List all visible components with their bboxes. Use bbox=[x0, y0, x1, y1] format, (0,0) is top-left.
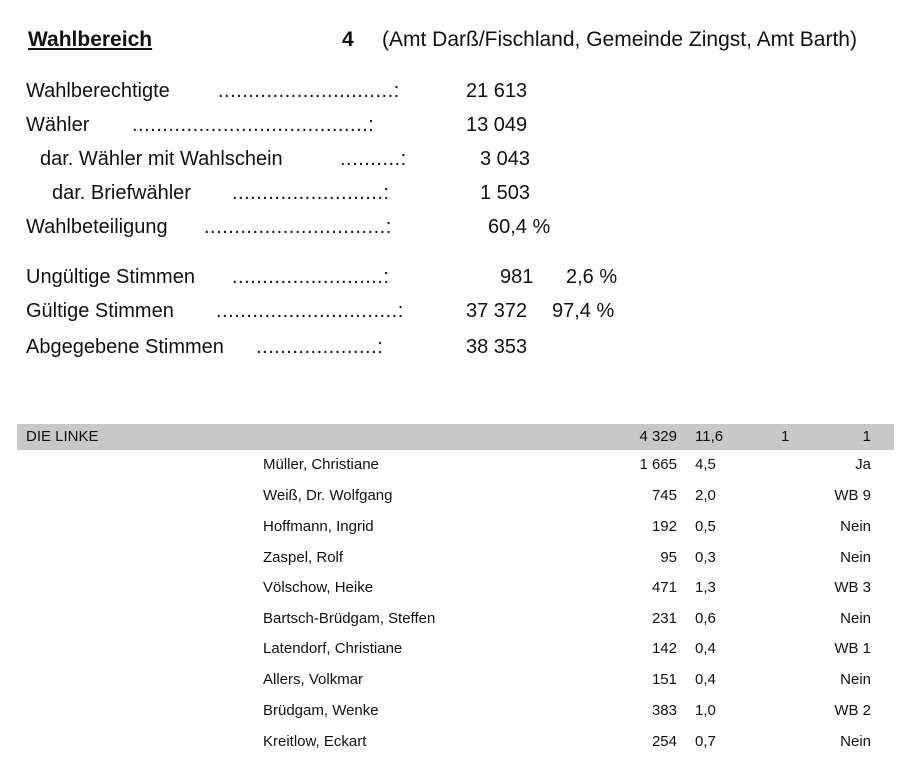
table-row bbox=[0, 456, 913, 486]
wahlbereich-number: 4 bbox=[342, 28, 354, 51]
table-row bbox=[0, 487, 913, 517]
candidate-votes: 231 bbox=[651, 610, 677, 627]
candidate-votes: 745 bbox=[651, 487, 677, 504]
candidate-pct: 0,5 bbox=[695, 518, 716, 535]
candidate-result: Nein bbox=[840, 549, 871, 566]
candidate-name: Brüdgam, Wenke bbox=[263, 702, 379, 719]
table-row bbox=[0, 518, 913, 548]
table-row bbox=[0, 733, 913, 763]
candidate-result: Nein bbox=[840, 671, 871, 688]
candidate-pct: 4,5 bbox=[695, 456, 716, 473]
candidate-pct: 0,4 bbox=[695, 640, 716, 657]
stat-label-ungueltig: Ungültige Stimmen bbox=[26, 266, 195, 288]
table-row bbox=[0, 702, 913, 732]
table-row bbox=[0, 549, 913, 579]
table-row bbox=[0, 610, 913, 640]
wahlbereich-description: (Amt Darß/Fischland, Gemeinde Zingst, Amt Barth) bbox=[382, 28, 857, 51]
candidate-votes: 95 bbox=[660, 549, 677, 566]
party-pct: 11,6 bbox=[695, 428, 724, 445]
stat-value-abgegeben: 38 353 bbox=[466, 336, 528, 358]
candidate-votes: 254 bbox=[651, 733, 677, 750]
stat-pct-gueltig: 97,4 % bbox=[552, 300, 615, 322]
candidate-name: Müller, Christiane bbox=[263, 456, 379, 473]
stat-label-waehler: Wähler bbox=[26, 114, 90, 136]
candidate-result: WB 3 bbox=[834, 579, 871, 596]
stat-label-briefwaehler: dar. Briefwähler bbox=[52, 182, 191, 204]
candidate-name: Völschow, Heike bbox=[263, 579, 374, 596]
candidate-result: WB 1 bbox=[834, 640, 871, 657]
candidate-pct: 2,0 bbox=[695, 487, 716, 504]
candidate-pct: 0,7 bbox=[695, 733, 716, 750]
candidate-votes: 192 bbox=[651, 518, 677, 535]
stat-label-wahlbeteiligung: Wahlbeteiligung bbox=[26, 216, 168, 238]
stat-dots: .............................: bbox=[218, 80, 400, 102]
candidate-pct: 1,0 bbox=[695, 702, 716, 719]
party-col4: 1 bbox=[862, 428, 871, 445]
candidate-result: Nein bbox=[840, 518, 871, 535]
candidate-result: WB 9 bbox=[834, 487, 871, 504]
candidate-name: Kreitlow, Eckart bbox=[263, 733, 367, 750]
stat-label-abgegeben: Abgegebene Stimmen bbox=[26, 336, 224, 358]
stat-value-briefwaehler: 1 503 bbox=[480, 182, 531, 204]
stat-value-gueltig: 37 372 bbox=[466, 300, 528, 322]
table-row bbox=[0, 579, 913, 609]
wahlbereich-label: Wahlbereich bbox=[28, 28, 153, 51]
candidate-result: Nein bbox=[840, 610, 871, 627]
candidate-pct: 0,4 bbox=[695, 671, 716, 688]
candidate-votes: 1 665 bbox=[639, 456, 677, 473]
stat-dots: ..........: bbox=[340, 148, 407, 170]
stat-dots: .........................: bbox=[232, 266, 390, 288]
candidate-name: Allers, Volkmar bbox=[263, 671, 364, 688]
stat-dots: ..............................: bbox=[216, 300, 404, 322]
stat-label-wahlschein: dar. Wähler mit Wahlschein bbox=[40, 148, 283, 170]
candidate-votes: 151 bbox=[651, 671, 677, 688]
stat-dots: ....................: bbox=[256, 336, 384, 358]
candidate-result: WB 2 bbox=[834, 702, 871, 719]
candidate-name: Hoffmann, Ingrid bbox=[263, 518, 374, 535]
stat-value-waehler: 13 049 bbox=[466, 114, 528, 136]
party-col3: 1 bbox=[781, 428, 790, 445]
stat-value-wahlberechtigte: 21 613 bbox=[466, 80, 528, 102]
party-row bbox=[17, 424, 894, 450]
candidate-name: Bartsch-Brüdgam, Steffen bbox=[263, 610, 436, 627]
candidate-votes: 471 bbox=[651, 579, 677, 596]
party-votes: 4 329 bbox=[639, 428, 677, 445]
table-row bbox=[0, 640, 913, 670]
stat-value-ungueltig: 981 bbox=[500, 266, 534, 288]
candidate-name: Latendorf, Christiane bbox=[263, 640, 403, 657]
stat-dots: .......................................: bbox=[132, 114, 375, 136]
party-name: DIE LINKE bbox=[26, 428, 99, 445]
candidate-votes: 383 bbox=[651, 702, 677, 719]
candidate-name: Zaspel, Rolf bbox=[263, 549, 344, 566]
stat-label-gueltig: Gültige Stimmen bbox=[26, 300, 174, 322]
stat-label-wahlberechtigte: Wahlberechtigte bbox=[26, 80, 170, 102]
candidate-name: Weiß, Dr. Wolfgang bbox=[263, 487, 393, 504]
stat-dots: .........................: bbox=[232, 182, 390, 204]
candidate-pct: 1,3 bbox=[695, 579, 716, 596]
candidate-result: Ja bbox=[855, 456, 871, 473]
stat-value-wahlschein: 3 043 bbox=[480, 148, 531, 170]
candidate-pct: 0,3 bbox=[695, 549, 716, 566]
candidate-pct: 0,6 bbox=[695, 610, 716, 627]
candidate-votes: 142 bbox=[651, 640, 677, 657]
stat-dots: ..............................: bbox=[204, 216, 392, 238]
candidate-result: Nein bbox=[840, 733, 871, 750]
table-row bbox=[0, 671, 913, 701]
stat-pct-ungueltig: 2,6 % bbox=[566, 266, 618, 288]
stat-value-wahlbeteiligung: 60,4 % bbox=[488, 216, 551, 238]
